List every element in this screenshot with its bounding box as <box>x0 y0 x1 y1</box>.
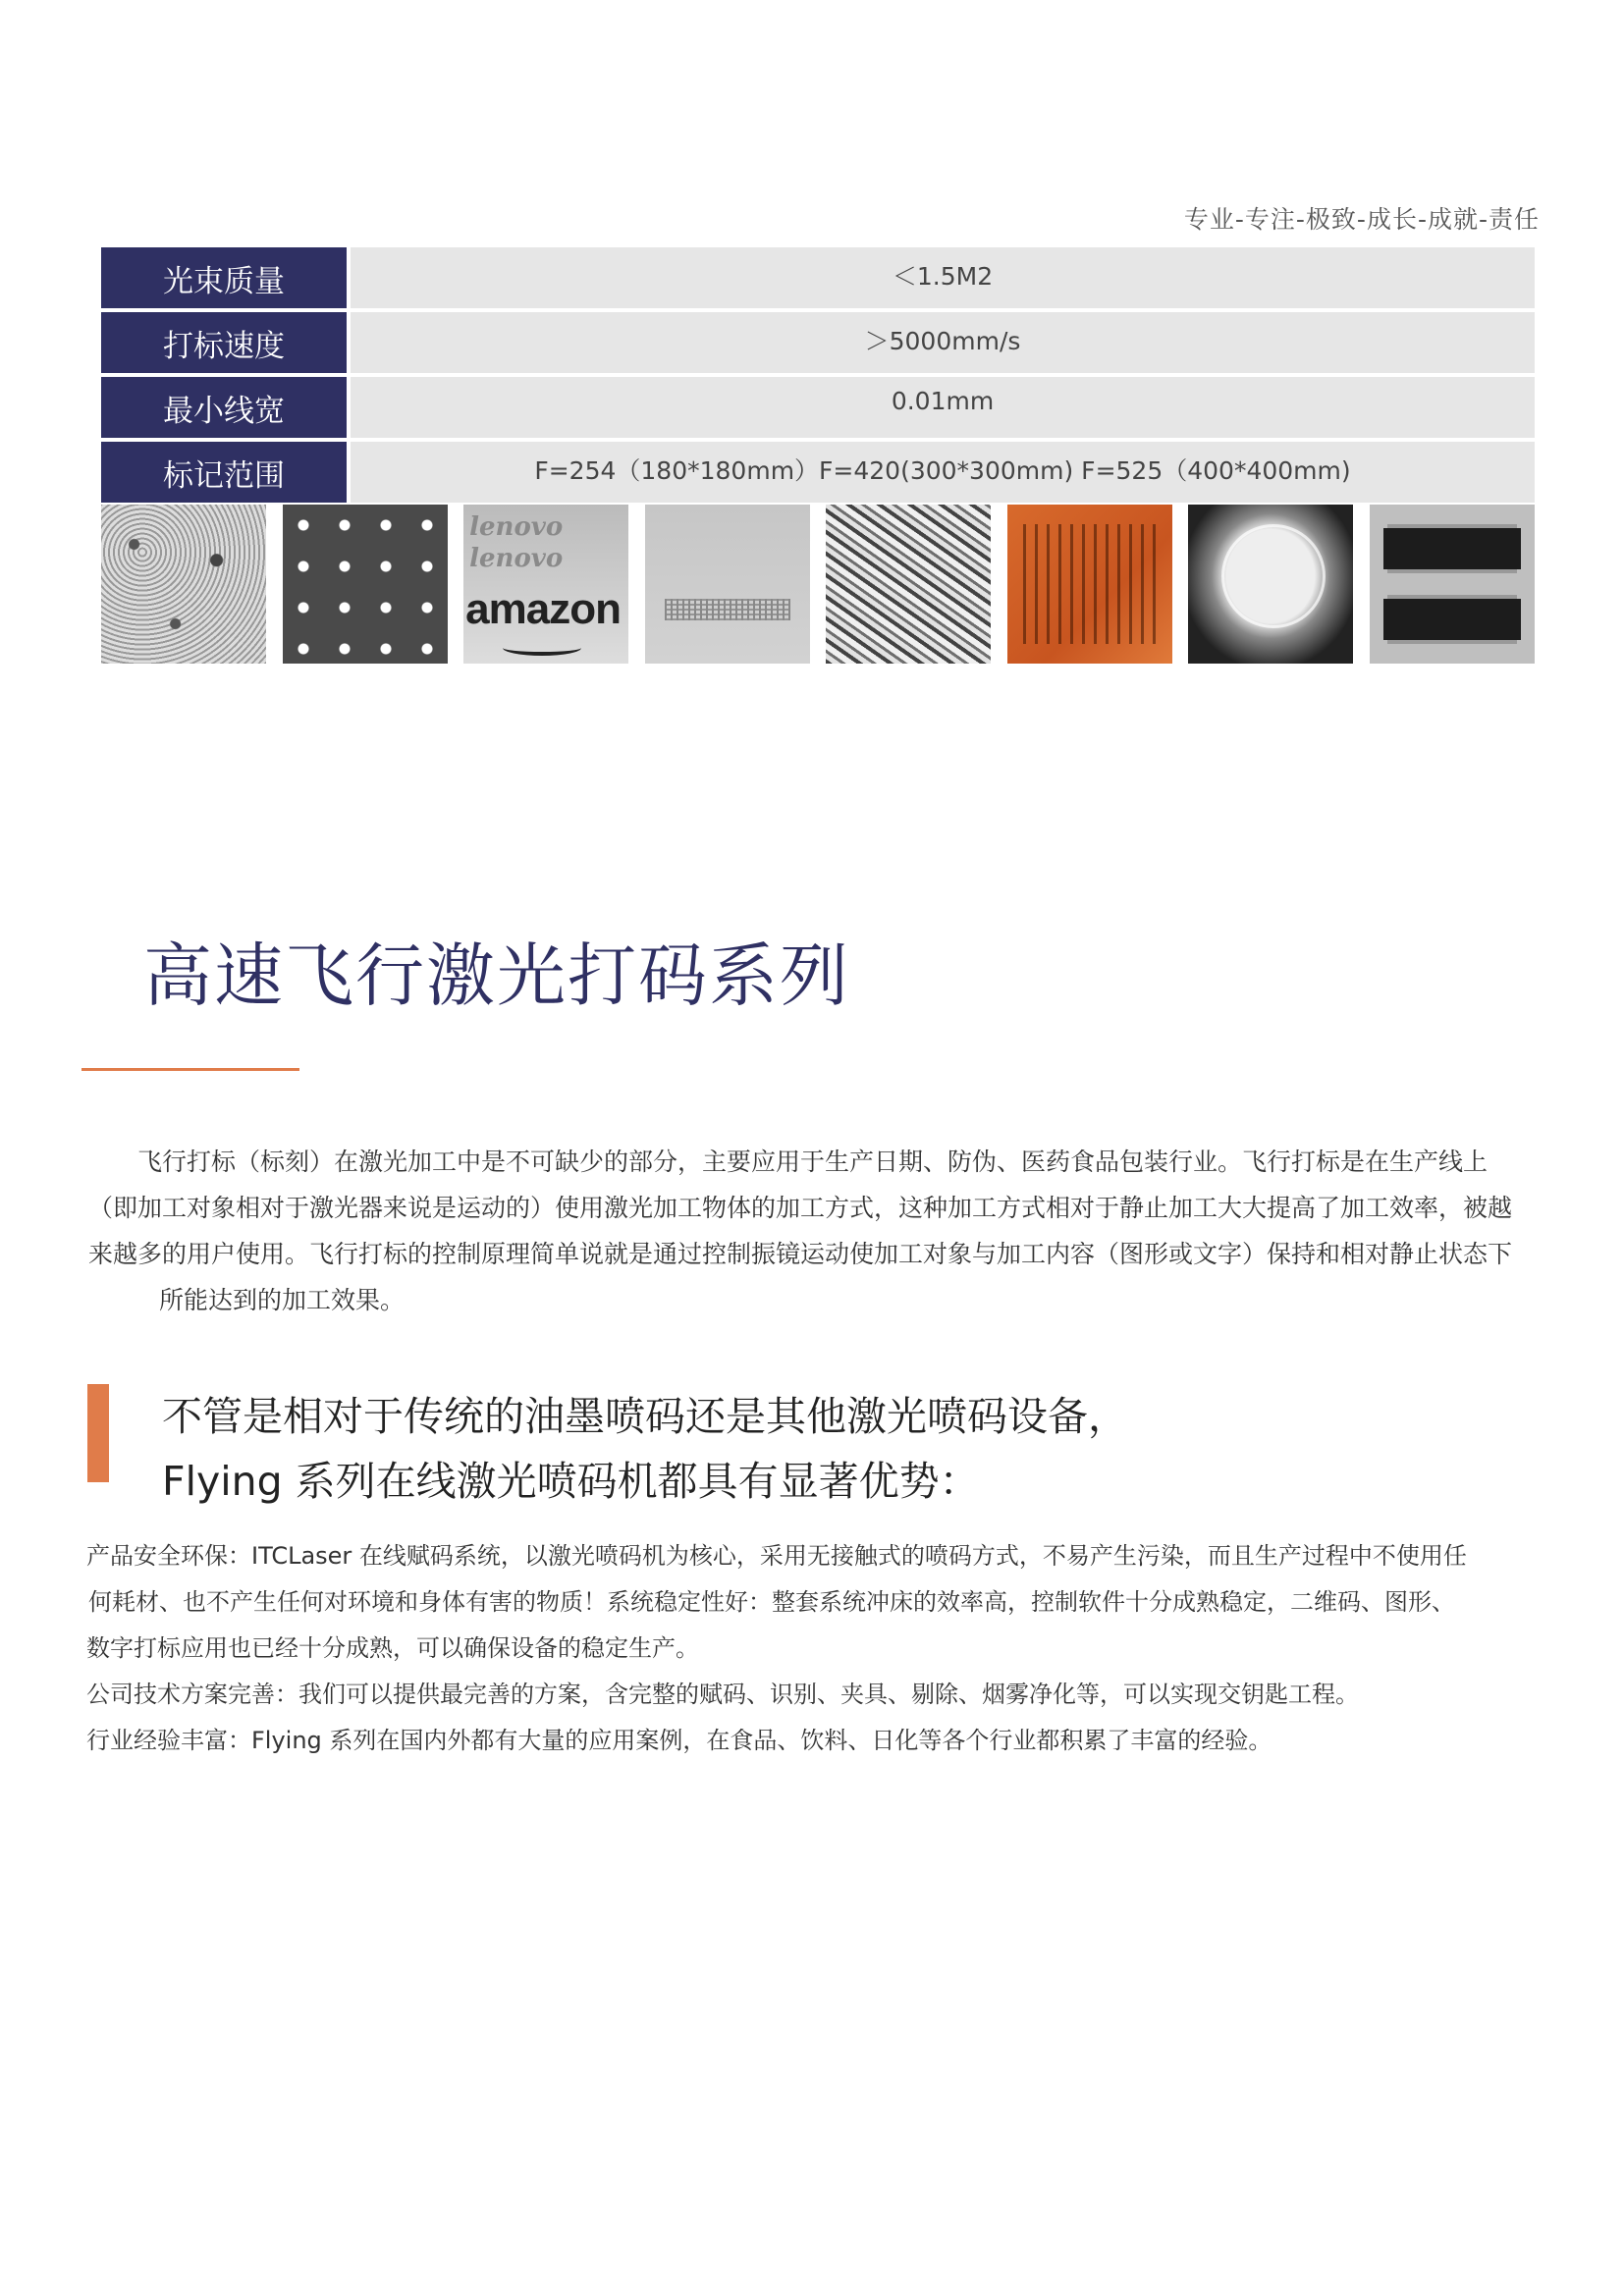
sample-image-strip <box>101 505 1535 664</box>
chip-shape <box>1383 599 1521 640</box>
spec-row <box>101 247 1535 308</box>
spec-label: 标记范围 <box>101 442 347 503</box>
spec-value: ＞5000mm/s <box>351 312 1535 373</box>
sample-logo-text: lenovo <box>469 512 564 542</box>
spec-table <box>101 247 1535 507</box>
spec-row <box>101 312 1535 373</box>
sample-image-matrix <box>645 505 810 664</box>
sample-image-engraving <box>826 505 991 664</box>
chip-shape <box>1383 528 1521 569</box>
sample-logo-text: amazon <box>465 585 621 633</box>
spec-row <box>101 377 1535 438</box>
quote-accent-bar <box>87 1384 109 1482</box>
spec-value: F=254（180*180mm）F=420(300*300mm) F=525（400*400mm) <box>351 442 1535 503</box>
wood-engraving-marks <box>1023 524 1157 644</box>
spec-label: 最小线宽 <box>101 377 347 438</box>
section-title: 高速飞行激光打码系列 <box>143 935 850 1016</box>
spec-label: 打标速度 <box>101 312 347 373</box>
sample-image-pattern <box>101 505 266 664</box>
intro-line: 飞行打标（标刻）在激光加工中是不可缺少的部分，主要应用于生产日期、防伪、医药食品包装行业。飞行打标是在生产线上 <box>137 1148 1489 1176</box>
benefit-line: 公司技术方案完善：我们可以提供最完善的方案，含完整的赋码、识别、夹具、剔除、烟雾净化等，可以实现交钥匙工程。 <box>86 1681 1359 1708</box>
highlight-quote <box>162 1384 1128 1514</box>
spec-value: 0.01mm <box>351 377 1535 438</box>
sample-image-chips <box>1370 505 1535 664</box>
spec-value: ＜1.5M2 <box>351 247 1535 308</box>
header-slogan: 专业-专注-极致-成长-成就-责任 <box>1183 205 1540 234</box>
sample-image-logos <box>463 505 628 664</box>
sample-logo-text: lenovo <box>469 544 564 573</box>
sample-image-dots <box>283 505 448 664</box>
dot-matrix-mark <box>665 599 790 620</box>
benefit-line: 产品安全环保：ITCLaser 在线赋码系统，以激光喷码机为核心，采用无接触式的喷码方式，不易产生污染，而且生产过程中不使用任 <box>86 1542 1467 1570</box>
spec-label: 光束质量 <box>101 247 347 308</box>
intro-line: 所能达到的加工效果。 <box>159 1286 406 1314</box>
benefits-list <box>86 1533 1540 1764</box>
intro-line: 来越多的用户使用。飞行打标的控制原理简单说就是通过控制振镜运动使加工对象与加工内容（图形或文字）保持和相对静止状态下 <box>88 1240 1513 1268</box>
benefit-line: 行业经验丰富：Flying 系列在国内外都有大量的应用案例，在食品、饮料、日化等各个行业都积累了丰富的经验。 <box>86 1727 1272 1754</box>
benefit-line: 何耗材、也不产生任何对环境和身体有害的物质！系统稳定性好：整套系统冲床的效率高，控制软件十分成熟稳定，二维码、图形、 <box>88 1588 1455 1616</box>
quote-line: 不管是相对于传统的油墨喷码还是其他激光喷码设备， <box>162 1393 1128 1440</box>
amazon-arrow-shape <box>503 640 581 656</box>
spec-row <box>101 442 1535 503</box>
benefit-line: 数字打标应用也已经十分成熟，可以确保设备的稳定生产。 <box>86 1634 699 1662</box>
intro-paragraph <box>88 1139 1542 1323</box>
title-underline <box>81 1068 299 1071</box>
crystal-ring <box>1221 524 1326 628</box>
quote-line: Flying 系列在线激光喷码机都具有显著优势： <box>162 1458 980 1505</box>
intro-line: （即加工对象相对于激光器来说是运动的）使用激光加工物体的加工方式，这种加工方式相对于静止加工大大提高了加工效率，被越 <box>88 1194 1513 1222</box>
sample-image-wood <box>1007 505 1172 664</box>
sample-image-crystal <box>1188 505 1353 664</box>
